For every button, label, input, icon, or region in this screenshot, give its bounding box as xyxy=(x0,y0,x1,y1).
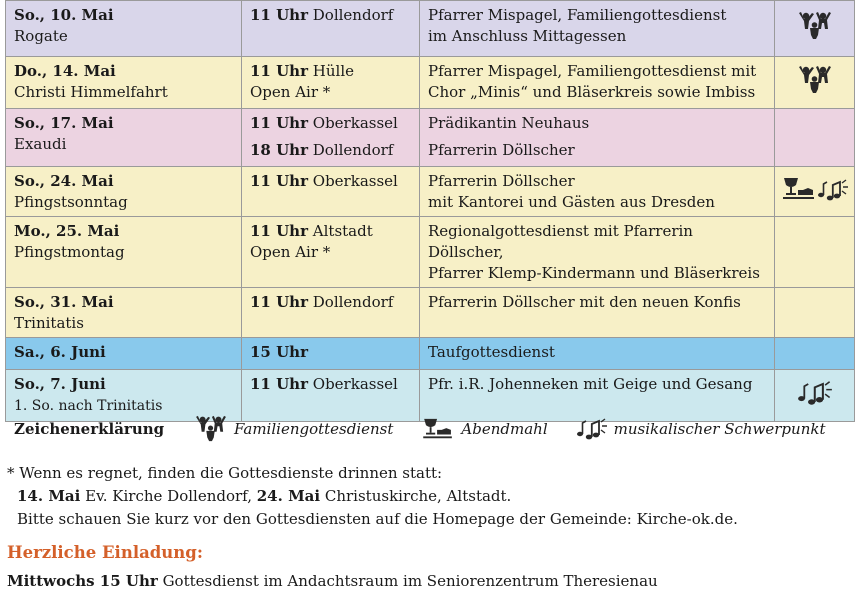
icon-cell xyxy=(775,288,855,338)
desc-cell: Pfr. i.R. Johenneken mit Geige und Gesang xyxy=(420,370,775,422)
icon-cell xyxy=(775,1,855,57)
family-icon xyxy=(194,415,228,443)
table-row xyxy=(6,338,855,370)
date-cell: So., 7. Juni 1. So. nach Trinitatis xyxy=(6,370,242,422)
desc-cell: Regionalgottesdienst mit Pfarrerin Döllscher, Pfarrer Klemp-Kindermann und Bläserkreis xyxy=(420,217,775,288)
desc-cell: Pfarrer Mispagel, Familiengottesdienst mit Chor „Minis“ und Bläserkreis sowie Imbiss xyxy=(420,57,775,109)
legend-family: Familiengottesdienst xyxy=(194,415,393,443)
time-cell: 11 Uhr Hülle Open Air * xyxy=(242,57,420,109)
communion-icon xyxy=(421,417,455,441)
desc-cell: Prädikantin Neuhaus Pfarrerin Döllscher xyxy=(420,109,775,167)
icon-cell xyxy=(775,338,855,370)
date-cell: So., 10. Mai Rogate xyxy=(6,1,242,57)
time-cell: 11 Uhr Dollendorf xyxy=(242,288,420,338)
icon-cell xyxy=(775,57,855,109)
music-icon xyxy=(797,379,833,407)
table-row xyxy=(6,217,855,288)
family-icon xyxy=(797,11,833,41)
desc-cell: Pfarrerin Döllscher mit Kantorei und Gästen aus Dresden xyxy=(420,167,775,217)
time-cell: 11 Uhr Oberkassel xyxy=(242,167,420,217)
date-cell: Sa., 6. Juni xyxy=(6,338,242,370)
table-row xyxy=(6,370,855,422)
icon-cell xyxy=(775,370,855,422)
invitation-heading: Herzliche Einladung: xyxy=(7,543,203,562)
music-icon xyxy=(576,417,608,441)
desc-cell: Taufgottesdienst xyxy=(420,338,775,370)
date-cell: So., 31. Mai Trinitatis xyxy=(6,288,242,338)
time-cell: 11 Uhr Oberkassel xyxy=(242,370,420,422)
desc-cell: Pfarrer Mispagel, Familiengottesdienst im Anschluss Mittagessen xyxy=(420,1,775,57)
date-cell: Mo., 25. Mai Pfingstmontag xyxy=(6,217,242,288)
desc-cell: Pfarrerin Döllscher mit den neuen Konfis xyxy=(420,288,775,338)
date-cell: So., 17. Mai Exaudi xyxy=(6,109,242,167)
weather-notes: * Wenn es regnet, finden die Gottesdienste drinnen statt: 14. Mai Ev. Kirche Dollendorf, 24. Mai Christuskirche, Altstadt. Bitte schauen Sie kurz vor den Gottesdiensten auf die Homepage der Gemeinde: Kirche-ok.de. xyxy=(7,464,738,528)
legend-title: Zeichenerklärung xyxy=(14,420,165,438)
legend-communion: Abendmahl xyxy=(421,417,547,441)
time-cell: 11 Uhr Dollendorf xyxy=(242,1,420,57)
date-cell: So., 24. Mai Pfingstsonntag xyxy=(6,167,242,217)
time-cell: 11 Uhr Altstadt Open Air * xyxy=(242,217,420,288)
table-row xyxy=(6,109,855,167)
legend-music: musikalischer Schwerpunkt xyxy=(576,417,826,441)
icon-cell xyxy=(775,167,855,217)
music-icon xyxy=(817,178,849,202)
table-row xyxy=(6,57,855,109)
invitation-text: Mittwochs 15 Uhr Gottesdienst im Andachtsraum im Seniorenzentrum Theresienau xyxy=(7,572,658,590)
schedule-table xyxy=(5,0,855,422)
communion-icon xyxy=(781,176,817,202)
time-cell: 15 Uhr xyxy=(242,338,420,370)
time-cell: 11 Uhr Oberkassel 18 Uhr Dollendorf xyxy=(242,109,420,167)
date-cell: Do., 14. Mai Christi Himmelfahrt xyxy=(6,57,242,109)
legend xyxy=(14,415,854,443)
icon-cell xyxy=(775,217,855,288)
table-row xyxy=(6,167,855,217)
family-icon xyxy=(797,65,833,95)
icon-cell xyxy=(775,109,855,167)
table-row xyxy=(6,288,855,338)
table-row xyxy=(6,1,855,57)
